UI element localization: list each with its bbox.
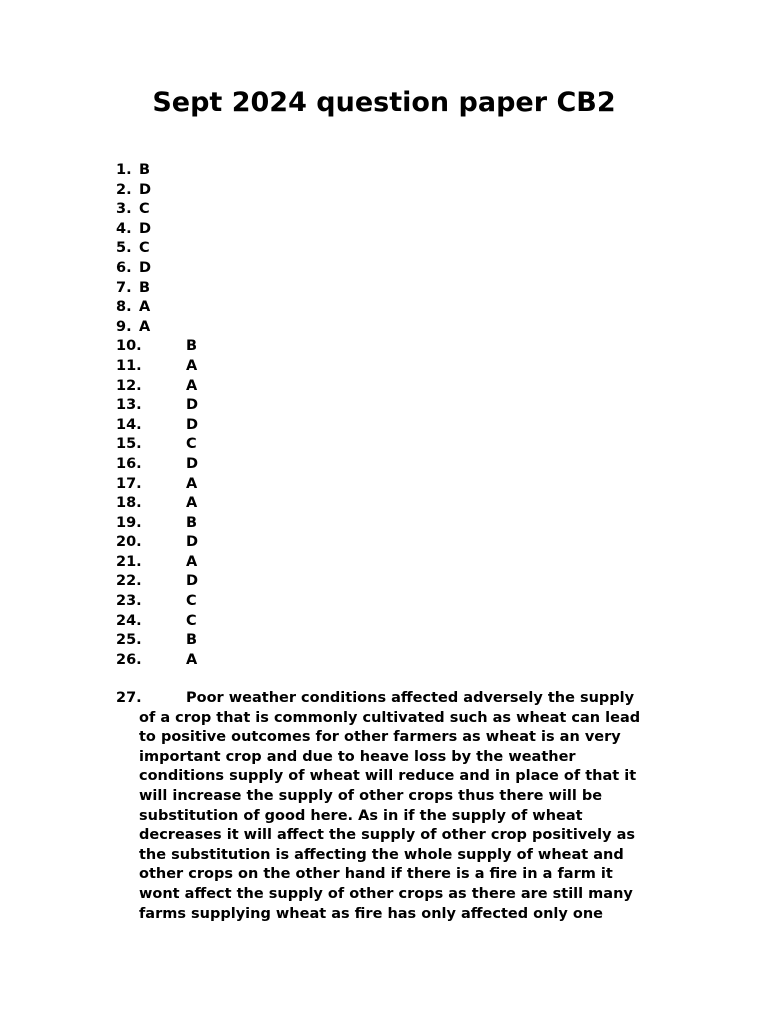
question-number: 12. (116, 377, 142, 394)
answer-letter: B (139, 279, 151, 296)
answer-letter: C (186, 436, 197, 453)
answer-letter: D (186, 455, 199, 472)
answer-letter: B (139, 162, 151, 178)
paragraph-line: will increase the supply of other crops thus there will be (139, 787, 603, 804)
answer-letter: D (186, 416, 199, 433)
question-number: 13. (116, 397, 142, 414)
question-number: 5. (116, 240, 132, 257)
question-number: 6. (116, 259, 132, 276)
answer-letter: D (186, 397, 199, 414)
paragraph-line: Poor weather conditions affected adversely the supply (186, 690, 635, 706)
question-number: 2. (116, 181, 132, 198)
question-number: 23. (116, 593, 142, 610)
paragraph-line: to positive outcomes for other farmers as wheat is an very (139, 729, 621, 746)
question-number: 14. (116, 416, 142, 433)
question-number: 1. (116, 162, 132, 178)
question-27-number: 27. (116, 690, 142, 706)
paragraph-line: of a crop that is commonly cultivated such as wheat can lead (139, 709, 641, 726)
paragraph-line: other crops on the other hand if there is a fire in a farm it (139, 866, 613, 883)
answer-letter: D (139, 220, 152, 237)
answer-letter: A (186, 553, 198, 570)
paragraph-line: the substitution is affecting the whole supply of wheat and (139, 846, 624, 863)
question-number: 18. (116, 495, 142, 512)
answer-letter: B (186, 632, 198, 649)
answer-letter: A (186, 651, 198, 668)
answer-letter: B (186, 338, 198, 355)
question-number: 20. (116, 534, 142, 551)
answer-letter: A (186, 475, 198, 492)
question-number: 16. (116, 455, 142, 472)
question-number: 4. (116, 220, 132, 237)
question-27-answer-text (116, 689, 696, 924)
paragraph-line: decreases it will affect the supply of other crop positively as (139, 827, 636, 844)
question-number: 10. (116, 338, 142, 355)
question-number: 26. (116, 651, 142, 668)
paragraph-line: farms supplying wheat as fire has only affected only one (139, 905, 604, 922)
question-27 (116, 689, 696, 924)
answer-letter: A (186, 377, 198, 394)
question-number: 22. (116, 573, 142, 590)
answer-letter: C (139, 240, 150, 257)
answer-letter: D (139, 181, 152, 198)
paragraph-line: wont affect the supply of other crops as there are still many (139, 885, 633, 902)
question-number: 3. (116, 201, 132, 218)
question-number: 9. (116, 318, 132, 335)
answer-letter: A (139, 299, 151, 316)
answer-letter: C (186, 612, 197, 629)
paragraph-line: important crop and due to heave loss by the weather (139, 748, 576, 765)
question-number: 15. (116, 436, 142, 453)
answer-letter: D (186, 573, 199, 590)
question-number: 25. (116, 632, 142, 649)
question-number: 11. (116, 357, 142, 374)
answer-letter: D (186, 534, 199, 551)
paragraph-line: conditions supply of wheat will reduce and in place of that it (139, 768, 637, 785)
answer-letter: A (186, 495, 198, 512)
page-title: Sept 2024 question paper CB2 (152, 87, 616, 118)
question-number: 19. (116, 514, 142, 531)
question-number: 8. (116, 299, 132, 316)
answer-letter: C (186, 593, 197, 610)
question-number: 24. (116, 612, 142, 629)
question-number: 17. (116, 475, 142, 492)
answer-letter: A (186, 357, 198, 374)
paragraph-line: substitution of good here. As in if the supply of wheat (139, 807, 583, 824)
answer-letter: C (139, 201, 150, 218)
question-number: 7. (116, 279, 132, 296)
answer-letter: D (139, 259, 152, 276)
answer-letter: B (186, 514, 198, 531)
answer-letter: A (139, 318, 151, 335)
question-number: 21. (116, 553, 142, 570)
